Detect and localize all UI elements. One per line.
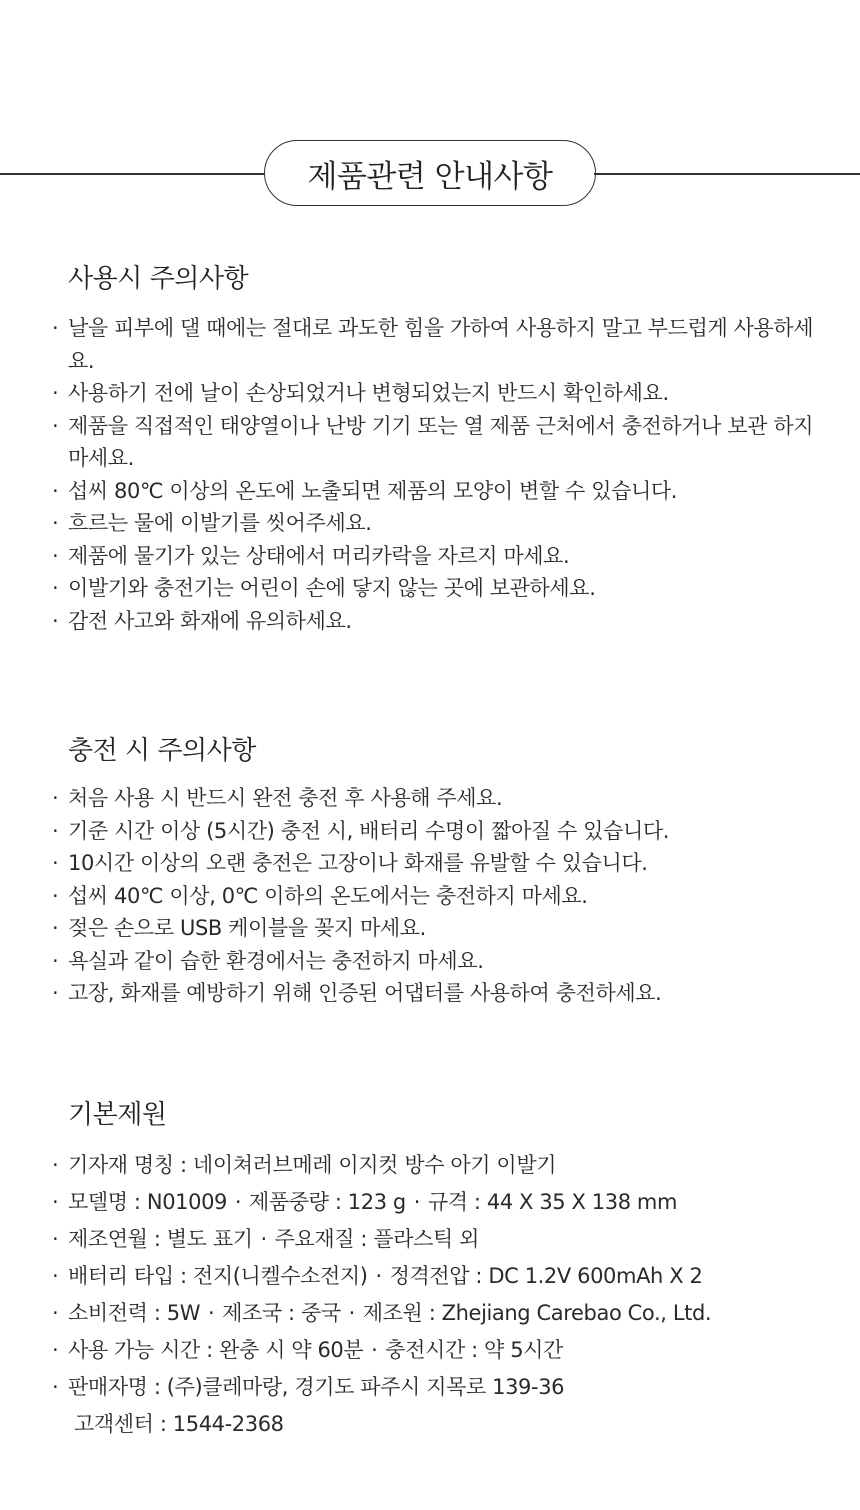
usage-item-text: 이발기와 충전기는 어린이 손에 닿지 않는 곳에 보관하세요. (68, 576, 596, 600)
section-header (0, 140, 860, 206)
usage-item-text: 제품을 직접적인 태양열이나 난방 기기 또는 열 제품 근처에서 충전하거나 보관 하지 마세요. (68, 413, 820, 470)
spec-value: 주요재질 : 플라스틱 외 (274, 1227, 480, 1251)
usage-item (52, 312, 832, 377)
usage-item-text: 흐르는 물에 이발기를 씻어주세요. (68, 511, 372, 535)
specs-list (52, 1147, 842, 1443)
header-divider-right (594, 173, 860, 175)
spec-value: 제조국 : 중국 (222, 1301, 341, 1325)
bullet-mark: · (52, 1338, 59, 1362)
spec-separator: · (234, 1190, 242, 1214)
bullet-mark: · (52, 1227, 59, 1251)
spec-value: 규격 : 44 X 35 X 138 mm (427, 1190, 678, 1214)
spec-row (52, 1369, 842, 1443)
spec-row (52, 1184, 842, 1221)
usage-item-text: 날을 피부에 댈 때에는 절대로 과도한 힘을 가하여 사용하지 말고 부드럽게 사용하세요. (68, 316, 814, 373)
bullet-mark: · (52, 413, 59, 438)
bullet-mark: · (52, 1264, 59, 1288)
charging-item-text: 기준 시간 이상 (5시간) 충전 시, 배터리 수명이 짧아질 수 있습니다. (68, 818, 669, 843)
charging-item (52, 912, 832, 945)
spec-value: 판매자명 : (주)클레마랑, 경기도 파주시 지목로 139-36 (68, 1375, 565, 1399)
charging-list (52, 782, 832, 1010)
spec-value: 배터리 타입 : 전지(니켈수소전지) (68, 1264, 368, 1288)
specs-section-title: 기본제원 (68, 1100, 167, 1130)
spec-row (52, 1147, 842, 1184)
bullet-mark: · (52, 478, 59, 503)
bullet-mark: · (52, 1301, 59, 1325)
charging-section-title: 충전 시 주의사항 (68, 736, 256, 766)
usage-item (52, 377, 832, 410)
charging-item-text: 고장, 화재를 예방하기 위해 인증된 어댑터를 사용하여 충전하세요. (68, 981, 662, 1005)
charging-item-text: 젖은 손으로 USB 케이블을 꽂지 마세요. (68, 916, 426, 940)
bullet-mark: · (52, 916, 59, 940)
spec-separator: · (348, 1301, 355, 1325)
usage-item-text: 감전 사고와 화재에 유의하세요. (68, 608, 352, 633)
charging-item-text: 욕실과 같이 습한 환경에서는 충전하지 마세요. (68, 948, 484, 973)
bullet-mark: · (52, 981, 59, 1005)
usage-list (52, 312, 832, 637)
usage-item (52, 605, 832, 638)
bullet-mark: · (52, 576, 59, 600)
usage-item (52, 507, 832, 540)
spec-value: 모델명 : N01009 (68, 1190, 227, 1214)
charging-item (52, 945, 832, 978)
header-divider-left (0, 173, 266, 175)
spec-value: 제조연월 : 별도 표기 (68, 1227, 253, 1251)
spec-separator: · (375, 1264, 382, 1288)
bullet-mark: · (52, 1153, 59, 1177)
bullet-mark: · (52, 818, 59, 843)
usage-item-text: 사용하기 전에 날이 손상되었거나 변형되었는지 반드시 확인하세요. (68, 381, 669, 405)
bullet-mark: · (52, 786, 59, 810)
header-title: 제품관련 안내사항 (264, 140, 596, 206)
usage-item (52, 572, 832, 605)
bullet-mark: · (52, 511, 59, 535)
spec-separator: · (413, 1190, 420, 1214)
charging-item (52, 880, 832, 913)
bullet-mark: · (52, 543, 59, 568)
usage-item-text: 섭씨 80℃ 이상의 온도에 노출되면 제품의 모양이 변할 수 있습니다. (68, 478, 678, 503)
spec-row (52, 1221, 842, 1258)
usage-item (52, 475, 832, 508)
spec-value: 정격전압 : DC 1.2V 600mAh X 2 (389, 1264, 703, 1288)
spec-value: 제조원 : Zhejiang Carebao Co., Ltd. (362, 1301, 712, 1325)
bullet-mark: · (52, 1375, 59, 1399)
spec-value: 소비전력 : 5W (68, 1301, 201, 1325)
spec-separator: · (207, 1301, 215, 1325)
charging-item (52, 782, 832, 815)
spec-separator: · (260, 1227, 267, 1251)
spec-row (52, 1295, 842, 1332)
charging-item (52, 977, 832, 1010)
usage-item (52, 410, 832, 475)
bullet-mark: · (52, 948, 59, 973)
usage-item (52, 540, 832, 573)
bullet-mark: · (52, 608, 59, 633)
bullet-mark: · (52, 1190, 59, 1214)
spec-row (52, 1332, 842, 1369)
spec-value: 기자재 명칭 : 네이쳐러브메레 이지컷 방수 아기 이발기 (68, 1153, 557, 1177)
bullet-mark: · (52, 316, 59, 340)
charging-item-text: 처음 사용 시 반드시 완전 충전 후 사용해 주세요. (68, 786, 503, 810)
spec-value: 충전시간 : 약 5시간 (385, 1338, 563, 1362)
charging-item-text: 10시간 이상의 오랜 충전은 고장이나 화재를 유발할 수 있습니다. (68, 851, 648, 875)
bullet-mark: · (52, 883, 59, 908)
charging-item (52, 815, 832, 848)
charging-item (52, 847, 832, 880)
spec-value: 사용 가능 시간 : 완충 시 약 60분 (68, 1338, 364, 1362)
spec-row (52, 1258, 842, 1295)
bullet-mark: · (52, 851, 59, 875)
bullet-mark: · (52, 381, 59, 405)
spec-continuation: 고객센터 : 1544-2368 (74, 1412, 284, 1436)
usage-item-text: 제품에 물기가 있는 상태에서 머리카락을 자르지 마세요. (68, 543, 570, 568)
charging-item-text: 섭씨 40℃ 이상, 0℃ 이하의 온도에서는 충전하지 마세요. (68, 883, 588, 908)
spec-value: 제품중량 : 123 g (249, 1190, 406, 1214)
usage-section-title: 사용시 주의사항 (68, 264, 249, 294)
spec-separator: · (371, 1338, 378, 1362)
